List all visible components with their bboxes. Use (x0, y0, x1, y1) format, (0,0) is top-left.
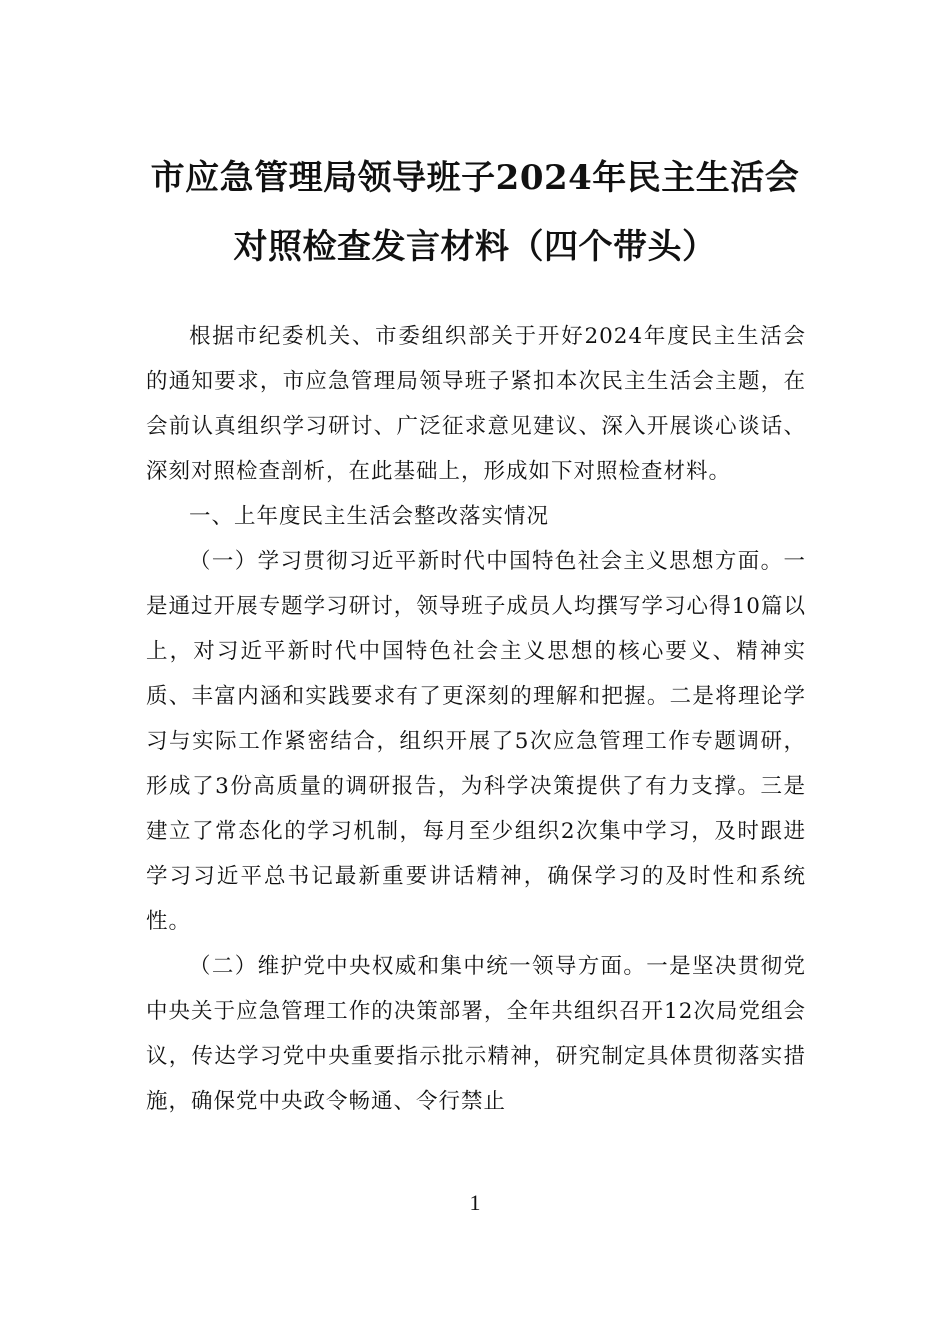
page-number: 1 (469, 1190, 481, 1215)
document-title-line-2: 对照检查发言材料（四个带头） (233, 227, 717, 267)
subsection-2-heading: （二）维护党中央权威和集中统一领导方面。 (189, 954, 647, 979)
intro-paragraph: 根据市纪委机关、市委组织部关于开好2024年度民主生活会的通知要求，市应急管理局领导班子紧扣本次民主生活会主题，在会前认真组织学习研讨、广泛征求意见建议、深入开展谈心谈话、深刻对照检查剖析，在此基础上，形成如下对照检查材料。 (146, 324, 806, 484)
section-1-heading-paragraph (146, 494, 806, 539)
document-body (146, 314, 806, 1124)
subsection-2-text: 一是坚决贯彻党中央关于应急管理工作的决策部署，全年共组织召开12次局党组会议，传达学习党中央重要指示批示精神，研究制定具体贯彻落实措施，确保党中央政令畅通、令行禁止 (146, 954, 806, 1114)
subsection-1-paragraph (146, 539, 806, 944)
subsection-2-paragraph (146, 944, 806, 1124)
subsection-1-heading: （一）学习贯彻习近平新时代中国特色社会主义思想方面。 (189, 549, 784, 574)
section-1-heading: 一、上年度民主生活会整改落实情况 (189, 504, 550, 529)
document-title-line-1: 市应急管理局领导班子2024年民主生活会 (150, 158, 800, 198)
subsection-1-text: 一是通过开展专题学习研讨，领导班子成员人均撰写学习心得10篇以上，对习近平新时代中国特色社会主义思想的核心要义、精神实质、丰富内涵和实践要求有了更深刻的理解和把握。二是将理论学习与实际工作紧密结合，组织开展了5次应急管理工作专题调研，形成了3份高质量的调研报告，为科学决策提供了有力支撑。三是建立了常态化的学习机制，每月至少组织2次集中学习，及时跟进学习习近平总书记最新重要讲话精神，确保学习的及时性和系统性。 (146, 549, 806, 934)
